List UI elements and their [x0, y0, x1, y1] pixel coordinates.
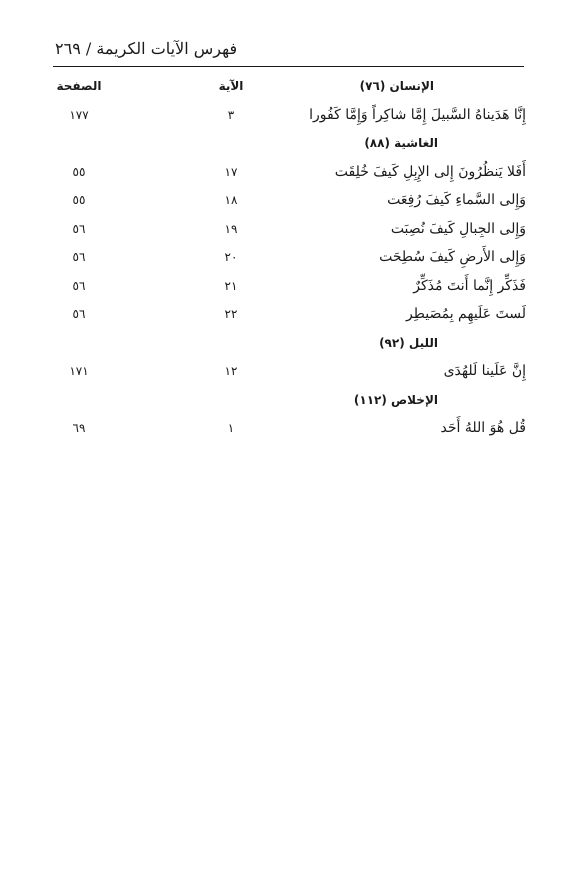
ayah-number: ٢٠: [224, 250, 238, 264]
verse-row: [53, 414, 526, 443]
page-number: ٥٦: [72, 307, 86, 321]
verse-row: [53, 101, 526, 130]
page-column-header: الصفحة: [56, 79, 102, 93]
page-number: ١٧١: [69, 364, 89, 378]
ayah-column-header: الآية: [218, 79, 244, 93]
verse-text: إِنَّ عَلَينا لَلهُدَى: [443, 363, 526, 379]
running-header: فهرس الآيات الكريمة / ٢٦٩: [55, 39, 238, 58]
verse-text: وَإِلى الأَرضِ كَيفَ سُطِحَت: [379, 249, 526, 265]
verse-text: إِنَّا هَدَيناهُ السَّبيلَ إِمَّا شاكِراً وَإِمَّا كَفُورا: [309, 106, 526, 123]
verse-text: فَذَكِّر إِنَّما أَنتَ مُذَكِّرٌ: [413, 277, 526, 294]
surah-heading: الإخلاص (١١٢): [353, 392, 438, 407]
page-number: ٥٦: [72, 221, 86, 236]
page-number: ٥٦: [72, 278, 86, 293]
verse-text: أَفَلا يَنظُرُونَ إِلى الإِبِلِ كَيفَ خُلِقَت: [334, 163, 526, 180]
surah-heading-row: [53, 329, 526, 358]
surah-heading-row: [53, 129, 526, 158]
surah-heading: الليل (٩٢): [379, 335, 438, 350]
verse-text: وَإِلى الجِبالِ كَيفَ نُصِبَت: [390, 220, 526, 237]
surah-heading-row: [53, 386, 526, 415]
header-rule: [53, 66, 524, 67]
page-number: ٥٥: [72, 164, 86, 179]
ayah-number: ٣: [227, 107, 235, 122]
page-number: ١٧٧: [69, 107, 89, 122]
verse-row: [53, 357, 526, 386]
ayah-number: ١٢: [224, 364, 238, 378]
verse-row: [53, 243, 526, 272]
index-rows: [53, 101, 526, 443]
ayah-number: ٢٢: [224, 307, 238, 321]
page-number: ٥٦: [72, 250, 86, 264]
first-surah-heading: الإنسان (٧٦): [359, 79, 434, 93]
verse-index-table: [53, 72, 526, 443]
ayah-number: ١٧: [224, 164, 238, 179]
ayah-number: ١٨: [224, 193, 238, 207]
ayah-number: ٢١: [224, 278, 238, 293]
ayah-number: ١: [227, 421, 235, 435]
verse-row: [53, 272, 526, 301]
verse-row: [53, 215, 526, 244]
page-number: ٦٩: [72, 421, 86, 435]
verse-text: وَإِلى السَّماءِ كَيفَ رُفِعَت: [387, 192, 526, 208]
page-number: ٥٥: [72, 193, 86, 207]
verse-text: لَستَ عَلَيهِم بِمُصَيطِر: [406, 306, 526, 322]
verse-row: [53, 300, 526, 329]
ayah-number: ١٩: [224, 221, 238, 236]
verse-row: [53, 158, 526, 187]
surah-heading: الغاشية (٨٨): [364, 136, 438, 150]
verse-row: [53, 186, 526, 215]
verse-text: قُل هُوَ اللهُ أَحَد: [440, 420, 526, 436]
column-header-row: [53, 72, 526, 101]
